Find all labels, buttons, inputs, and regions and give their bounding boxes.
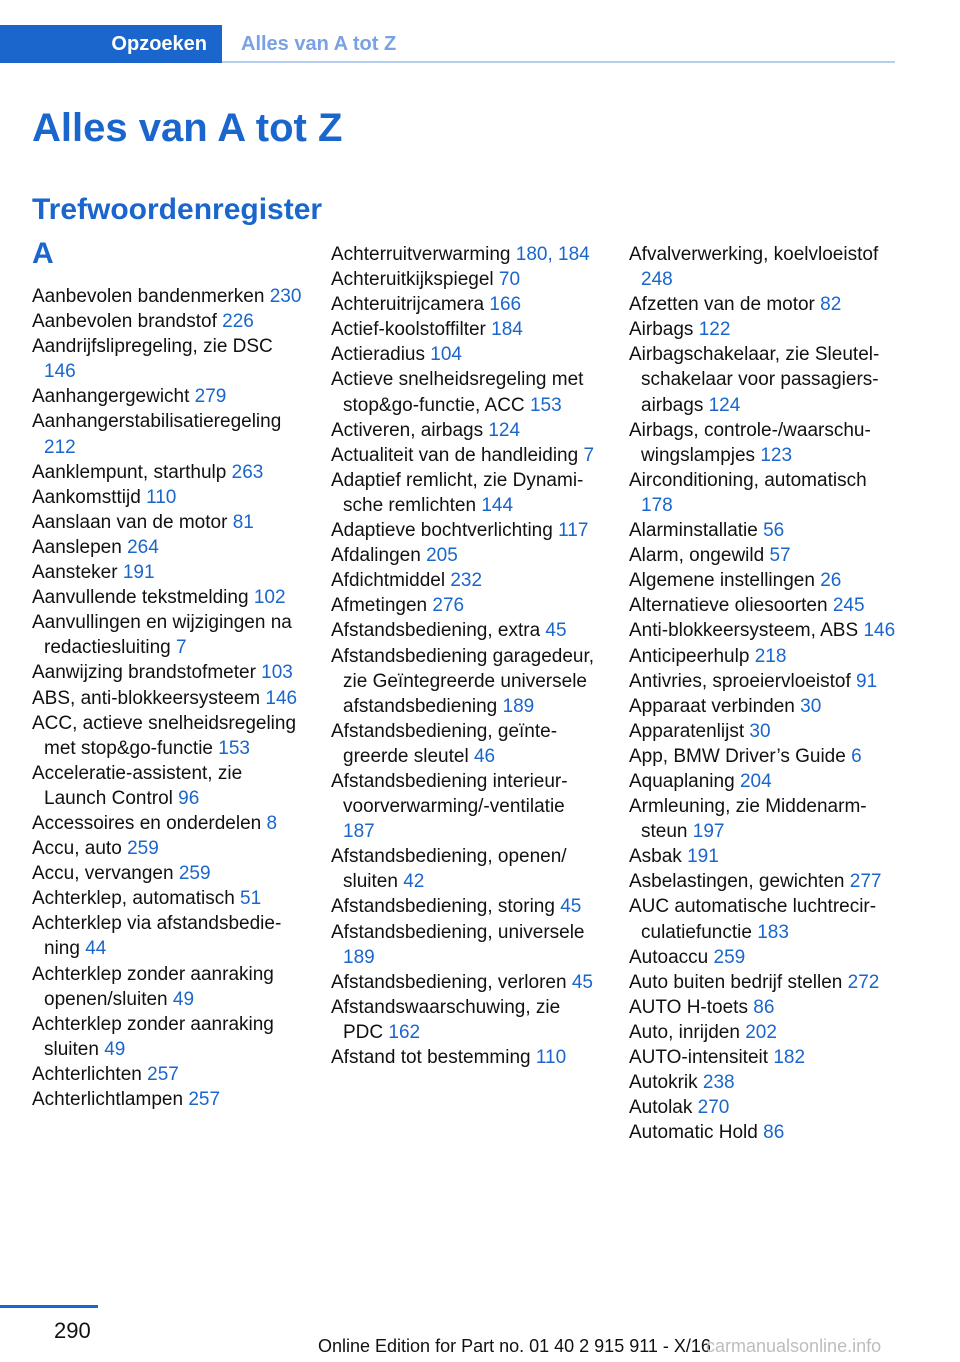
page-link[interactable]: 124 [708,394,741,416]
page-link[interactable]: 189 [502,695,535,717]
page-link[interactable]: 259 [713,946,746,968]
index-term: Accessoires en onderdelen [32,812,262,834]
index-entry [32,485,302,510]
index-entry [629,995,899,1020]
index-term: Alternatieve oliesoorten [629,595,828,617]
page-link[interactable]: 189 [343,946,375,968]
page-link[interactable]: 232 [450,570,483,592]
index-term: Aandrijfslipregeling, zie DSC [32,336,273,358]
index-entry [32,962,302,1012]
page-link[interactable]: 259 [127,838,159,860]
index-entry [629,1120,899,1145]
index-term: Aanhangergewicht [32,386,190,408]
page-link[interactable]: 30 [800,695,822,717]
index-term: Aquaplaning [629,770,735,792]
index-term: Adaptief remlicht, zie Dynamische remlichten [331,469,584,516]
index-term: Aanwijzing brandstofmeter [32,662,256,684]
page-link[interactable]: 204 [739,770,772,792]
page-link[interactable]: 153 [218,737,250,759]
tab-opzoeken[interactable]: Opzoeken [0,25,222,63]
index-term: Achterruitverwarming [331,244,511,265]
index-term: Afstandsbediening, geïntegreerde sleutel [331,720,558,767]
page-link[interactable]: 70 [498,269,521,291]
page-link[interactable]: 183 [757,921,789,943]
index-entry [32,711,302,761]
index-term: Alarminstallatie [629,520,758,542]
index-entry [32,1062,302,1087]
page-link[interactable]: 44 [85,938,107,960]
index-entry [32,660,302,685]
page-link[interactable]: 277 [849,871,882,893]
index-entry [629,242,899,292]
index-term: Aanvullende tekstmelding [32,587,249,609]
index-entry [331,518,601,543]
page-link[interactable]: 180, 184 [515,244,590,265]
index-column-2 [331,242,601,1070]
page-link[interactable]: 276 [432,595,465,617]
index-term: Afstandswaarschuwing, zie PDC [331,996,561,1043]
index-term: Aanhangerstabilisatieregeling [32,411,282,433]
index-term: ACC, actieve snelheidsregeling met stop&go-functie [32,712,297,759]
page-link[interactable]: 187 [343,821,375,843]
index-term: Achterlichtlampen [32,1089,184,1110]
index-term: Afzetten van de motor [629,294,815,316]
page-link[interactable]: 259 [178,863,211,885]
watermark: carmanualsonline.info [706,1336,882,1356]
index-entry [629,719,899,744]
index-term: AUTO-intensiteit [629,1047,769,1068]
index-term: Actief-koolstoffilter [331,319,486,341]
index-entry [629,468,899,518]
index-entry [32,510,302,535]
index-entry [32,861,302,886]
page-link[interactable]: 263 [231,461,264,483]
index-entry [629,794,899,844]
index-entry [32,1087,302,1112]
page-link[interactable]: 197 [692,821,725,843]
index-entry [331,1045,601,1070]
index-entry [32,686,302,711]
index-term: Afstandsbediening, verloren [331,971,567,993]
index-term: ABS, anti-blokkeersysteem [32,687,261,709]
page-link[interactable]: 42 [403,871,425,893]
index-term: Aanbevolen bandenmerken [32,286,265,307]
page-link[interactable]: 49 [104,1038,126,1060]
index-term: AUTO H-toets [629,996,748,1018]
index-term: Afstandsbediening, universele [331,921,585,943]
index-term: Adaptieve bochtverlichting [331,520,553,542]
index-entry [629,669,899,694]
index-entry [32,409,302,459]
index-term: AUC automatische luchtrecirculatiefunctie [629,896,877,943]
index-term: Auto, inrijden [629,1021,740,1043]
index-term: Afmetingen [331,595,428,617]
index-term: Actieradius [331,344,425,366]
index-term: Afstandsbediening, extra [331,620,541,642]
index-entry [331,317,601,342]
index-term: Aanklempunt, starthulp [32,461,227,483]
page-link[interactable]: 272 [847,971,880,993]
index-term: Airconditioning, automatisch [629,469,867,491]
index-term: Afstandsbediening, openen/ sluiten [331,846,567,893]
page-link[interactable]: 218 [754,645,787,667]
page-link[interactable]: 153 [529,394,562,416]
index-entry [629,694,899,719]
index-term: Autoaccu [629,946,709,968]
page-link[interactable]: 86 [753,996,775,1018]
index-term: Asbak [629,846,682,868]
header-divider [222,61,895,63]
page-link[interactable]: 110 [146,486,177,508]
page-link[interactable]: 46 [473,745,496,767]
index-term: Afstand tot bestemming [331,1047,531,1068]
index-term: Aanbevolen brandstof [32,311,217,333]
page-link[interactable]: 26 [820,570,842,592]
page-link[interactable]: 178 [641,494,673,516]
index-entry [32,911,302,961]
page-link[interactable]: 257 [188,1089,221,1110]
index-entry [629,418,899,468]
index-entry [331,618,601,643]
index-term: Algemene instellingen [629,570,815,592]
index-entry [331,568,601,593]
index-entry [629,1070,899,1095]
page-link[interactable]: 166 [489,294,522,316]
index-term: Aankomsttijd [32,486,141,508]
index-entry [331,342,601,367]
index-entry [629,1095,899,1120]
page-link[interactable]: 122 [698,319,731,341]
index-term: Airbags, controle-/waarschuwingslampjes [629,419,871,466]
index-entry [629,618,899,643]
index-entry [32,560,302,585]
page-link[interactable]: 162 [388,1021,421,1043]
index-entry [629,518,899,543]
page-link[interactable]: 182 [773,1047,806,1068]
page-link[interactable]: 56 [763,520,785,542]
index-entry [331,593,601,618]
index-term: Anti-blokkeersysteem, ABS [629,620,859,642]
page-link[interactable]: 86 [763,1122,785,1144]
index-entry [331,543,601,568]
index-term: Autolak [629,1097,693,1119]
edition-text: Online Edition for Part no. 01 40 2 915 911 - X/16 [318,1336,711,1356]
index-entry [331,844,601,894]
index-term: Actualiteit van de handleiding [331,444,579,466]
index-entry [629,342,899,417]
page-link[interactable]: 146 [863,620,896,642]
page-link[interactable]: 279 [194,386,227,408]
index-entry [629,945,899,970]
index-entry [32,836,302,861]
page-link[interactable]: 57 [769,545,791,567]
page-link[interactable]: 264 [127,536,159,558]
index-entry [629,317,899,342]
index-term: Automatic Hold [629,1122,758,1144]
index-entry [629,869,899,894]
index-term: Autokrik [629,1072,698,1094]
index-entry [629,568,899,593]
index-entry [32,309,302,334]
page-link[interactable]: 257 [147,1063,179,1085]
page-link[interactable]: 146 [44,361,76,383]
page-link[interactable]: 230 [269,286,302,307]
index-entry [32,284,302,309]
page-link[interactable]: 226 [222,311,254,333]
page-link[interactable]: 117 [558,520,589,542]
index-term: Afstandsbediening, storing [331,896,555,918]
page-link[interactable]: 7 [583,444,595,466]
page-link[interactable]: 6 [851,745,862,767]
index-entry [331,920,601,970]
index-entry [629,769,899,794]
index-entry [331,970,601,995]
index-term: Afdalingen [331,545,421,567]
page-link[interactable]: 238 [702,1072,735,1094]
index-term: Auto buiten bedrijf stellen [629,971,843,993]
index-term: Armleuning, zie Middenarmsteun [629,796,867,843]
page-link[interactable]: 191 [122,562,155,584]
index-term: Airbagschakelaar, zie Sleutelschakelaar voor passagiersairbags [629,344,880,416]
index-entry [331,443,601,468]
page-number: 290 [54,1318,91,1343]
index-column-3 [629,242,899,1145]
index-term: Achteruitrijcamera [331,294,485,316]
page-link[interactable]: 205 [426,545,458,567]
page-link[interactable]: 123 [760,444,793,466]
index-entry [331,894,601,919]
index-term: Airbags [629,319,694,341]
tab-alles-van-a-tot-z[interactable]: Alles van A tot Z [241,32,397,55]
index-entry [32,610,302,660]
index-entry [331,292,601,317]
index-entry [629,1045,899,1070]
page-link[interactable]: 124 [488,419,521,441]
index-term: Antivries, sproeiervloeistof [629,670,851,692]
page-link[interactable]: 102 [253,587,286,609]
index-entry [32,334,302,384]
index-term: App, BMW Driver’s Guide [629,745,846,767]
index-entry [32,585,302,610]
page-link[interactable]: 8 [266,812,278,834]
index-term: Achterklep via afstandsbediening [32,913,282,960]
index-entry [331,418,601,443]
index-entry [331,242,601,267]
page-link[interactable]: 191 [687,846,719,868]
page-link[interactable]: 45 [571,971,593,993]
index-term: Achterklep zonder aanraking sluiten [32,1013,274,1060]
index-term: Acceleratie-assistent, zie Launch Control [32,762,243,809]
page-link[interactable]: 202 [745,1021,777,1043]
index-entry [331,995,601,1045]
index-term: Aansteker [32,562,118,584]
page-link[interactable]: 91 [856,670,878,692]
index-entry [331,267,601,292]
index-term: Achterlichten [32,1063,142,1085]
page-link[interactable]: 45 [545,620,567,642]
index-term: Achterklep, automatisch [32,888,235,910]
index-entry [629,1020,899,1045]
index-term: Achteruitkijkspiegel [331,269,494,291]
index-term: Afvalverwerking, koelvloeistof [629,244,879,265]
index-entry [32,886,302,911]
index-entry [331,719,601,769]
index-entry [32,535,302,560]
index-term: Afstandsbediening garagedeur, zie Geïntegreerde universele afstandsbediening [331,645,595,717]
page-link[interactable]: 45 [560,896,582,918]
footer-divider [0,1305,98,1308]
index-entry [629,894,899,944]
index-term: Aanvullingen en wijzigingen na redactiesluiting [32,612,292,659]
index-entry [331,468,601,518]
index-entry [32,1012,302,1062]
page-link[interactable]: 7 [176,637,187,659]
page-title: Alles van A tot Z [32,106,343,150]
index-column-1 [32,236,302,1112]
index-term: Aanslepen [32,536,122,558]
page-link[interactable]: 82 [820,294,842,316]
index-term: Alarm, ongewild [629,545,765,567]
index-term: Apparaat verbinden [629,695,795,717]
index-entry [32,384,302,409]
index-entry [32,811,302,836]
page-link[interactable]: 245 [832,595,865,617]
index-entry [331,367,601,417]
index-entry [331,769,601,844]
index-term: Activeren, airbags [331,419,484,441]
index-entry [32,460,302,485]
index-entry [629,292,899,317]
index-entry [629,644,899,669]
index-entry [629,844,899,869]
page-link[interactable]: 184 [491,319,523,341]
page-link[interactable]: 103 [261,662,293,684]
page-link[interactable]: 270 [697,1097,730,1119]
index-entry [629,970,899,995]
index-entry [629,593,899,618]
page-link[interactable]: 96 [178,787,200,809]
index-entry [629,543,899,568]
section-title: Trefwoordenregister [32,193,323,226]
index-term: Asbelastingen, gewichten [629,871,845,893]
page-link[interactable]: 81 [232,511,254,533]
page-link[interactable]: 248 [641,269,673,291]
index-term: Afstandsbediening interieurvoorverwarming/-ventilatie [331,770,568,818]
section-letter: A [32,237,54,270]
index-term: Actieve snelheidsregeling met stop&go-functie, ACC [331,369,584,416]
page-link[interactable]: 30 [749,720,771,742]
index-term: Anticipeerhulp [629,645,750,667]
index-term: Apparatenlijst [629,720,745,742]
page-link[interactable]: 110 [535,1047,567,1068]
index-entry [32,761,302,811]
index-term: Accu, vervangen [32,863,174,885]
index-term: Afdichtmiddel [331,570,446,592]
page-link[interactable]: 212 [44,436,76,458]
page-link[interactable]: 104 [430,344,462,366]
page-link[interactable]: 146 [265,687,298,709]
page-link[interactable]: 144 [481,494,514,516]
index-term: Achterklep zonder aanraking openen/sluiten [32,963,274,1010]
index-term: Aanslaan van de motor [32,511,228,533]
index-entry [331,644,601,719]
page-link[interactable]: 51 [240,888,262,910]
index-term: Accu, auto [32,838,122,860]
page-link[interactable]: 49 [172,988,195,1010]
index-entry [629,744,899,769]
